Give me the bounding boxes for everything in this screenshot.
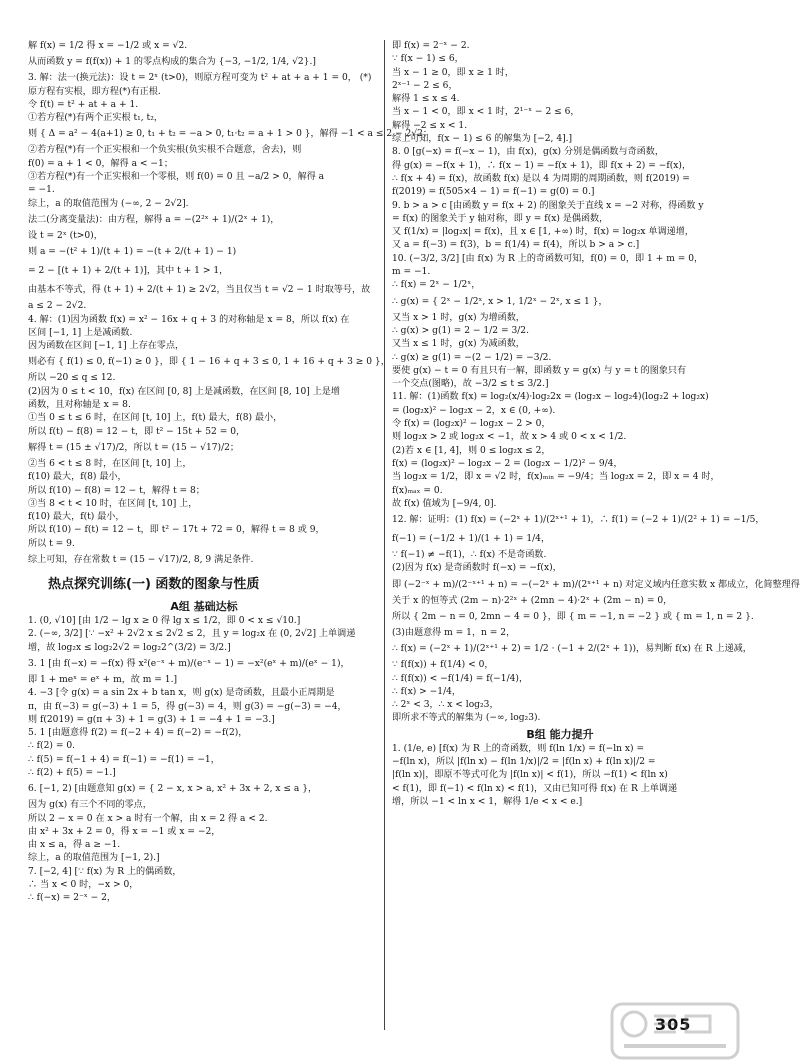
left-column-line: 所以 f(t) − f(8) = 12 − t，即 t² − 15t + 52 = 0， [28, 426, 246, 437]
left-column-line: 从而函数 y = f(f(x)) + 1 的零点构成的集合为 {−3, −1/2, 1/4, √2}.] [28, 57, 316, 68]
right-column-line: f(x) = (log₂x)² − log₂x − 2 = (log₂x − 1/2)² − 9/4， [392, 458, 623, 469]
right-column-line: 解得 1 ≤ x ≤ 4. [392, 94, 460, 105]
left-column-line: 5. 1 [由题意得 f(2) = f(−2 + 4) = f(−2) = −f(2)， [28, 728, 248, 739]
right-column-line: 当 x − 1 < 0，即 x < 1 时，2¹⁻ˣ − 2 ≤ 6， [392, 107, 580, 118]
right-column-line: ∴ g(x) = { 2ˣ − 1/2ˣ, x > 1, 1/2ˣ − 2ˣ, x ≤ 1 }， [392, 296, 608, 307]
left-column-line: 4. −3 [令 g(x) = a sin 2x + b tan x，则 g(x) 是奇函数，且最小正周期是 [28, 688, 335, 699]
right-column-line: 又当 x ≤ 1 时，g(x) 为减函数， [392, 339, 525, 350]
right-column-line: 8. 0 [g(−x) = f(−x − 1)，由 f(x)，g(x) 分别是偶函数与奇函数， [392, 147, 664, 158]
right-column-line: (3)由题意得 m = 1，n = 2， [392, 627, 516, 638]
right-column-line: 所以 { 2m − n = 0, 2mn − 4 = 0 }，即 { m = −1, n = −2 } 或 { m = 1, n = 2 }. [392, 611, 754, 622]
left-column-line: 则 { Δ = a² − 4(a+1) ≥ 0, t₁ + t₂ = −a > 0, t₁·t₂ = a + 1 > 0 }，解得 −1 < a ≤ 2 − 2√2； [28, 129, 432, 140]
right-column-line: ∴ f(x + 4) = f(x)，故函数 f(x) 是以 4 为周期的周期函数，则 f(2019) = [392, 173, 690, 184]
left-column-line: = −1. [28, 185, 55, 196]
right-column-line: 11. 解：(1)函数 f(x) = log₂(x/4)·log₂2x = (log₂x − log₂4)(log₂2 + log₂x) [392, 392, 709, 403]
right-column-line: ∴ 2ˣ < 3，∴ x < log₂3， [392, 700, 499, 711]
left-column-line: 函数，且对称轴是 x = 8. [28, 400, 131, 411]
left-column-line: 综上可知，存在常数 t = (15 − √17)/2, 8, 9 满足条件. [28, 555, 254, 566]
right-column [392, 40, 800, 1030]
right-column-line: 又 f(1/x) = |log₂x| = f(x)，且 x ∈ [1, +∞) 时，f(x) = log₂x 单调递增， [392, 227, 694, 238]
left-column-line: 由基本不等式，得 (t + 1) + 2/(t + 1) ≥ 2√2，当且仅当 t = √2 − 1 时取等号，故 [28, 285, 371, 296]
right-column-line: 即 (−2⁻ˣ + m)/(2⁻ˣ⁺¹ + n) = −(−2ˣ + m)/(2ˣ⁺¹ + n) 对定义域内任意实数 x 都成立，化简整理得 [392, 579, 800, 590]
right-column-line: 增，所以 −1 < ln x < 1，解得 1/e < x < e.] [392, 796, 583, 807]
left-column-line: ②当 6 < t ≤ 8 时，在区间 [t, 10] 上， [28, 458, 192, 469]
left-column-line: A组 基础达标 [170, 600, 238, 614]
right-column-line: ∴ g(x) ≥ g(1) = −(2 − 1/2) = −3/2. [392, 352, 552, 363]
right-column-line: 当 log₂x = 1/2，即 x = √2 时，f(x)ₘᵢₙ = −9/4；当 log₂x = 2，即 x = 4 时， [392, 472, 720, 483]
left-column-line: a ≤ 2 − 2√2. [28, 301, 87, 312]
left-column-line: 2. (−∞, 3/2] [∵ −x² + 2√2 x ≤ 2√2 ≤ 2，且 y = log₂x 在 (0, 2√2] 上单调递 [28, 629, 356, 640]
left-column-line: ①当 0 ≤ t ≤ 6 时，在区间 [t, 10] 上，f(t) 最大，f(8) 最小， [28, 413, 283, 424]
right-column-line: (2)因为 f(x) 是奇函数时 f(−x) = −f(x)， [392, 563, 562, 574]
left-column-line: π，由 f(−3) = g(−3) + 1 = 5，得 g(−3) = 4，则 g(3) = −g(−3) = −4， [28, 701, 347, 712]
left-column-line: 则 a = −(t² + 1)/(t + 1) = −(t + 2/(t + 1) − 1) [28, 247, 237, 258]
right-column-line: |f(ln x)|，即原不等式可化为 |f(ln x)| < f(1)，所以 −f(1) < f(ln x) [392, 770, 668, 781]
left-column-line: ∴ f(5) = f(−1 + 4) = f(−1) = −f(1) = −1， [28, 754, 220, 765]
left-column-line: 6. [−1, 2) [由题意知 g(x) = { 2 − x, x > a, x² + 3x + 2, x ≤ a }， [28, 784, 318, 795]
right-column-line: −f(ln x)，所以 |f(ln x) − f(ln 1/x)|/2 = |f(ln x) + f(ln x)|/2 = [392, 757, 656, 768]
right-column-line: ∴ g(x) > g(1) = 2 − 1/2 = 3/2. [392, 325, 529, 336]
right-column-line: 故 f(x) 值域为 [−9/4, 0]. [392, 498, 497, 509]
right-column-line: 12. 解：证明：(1) f(x) = (−2ˣ + 1)/(2ˣ⁺¹ + 1)，∴ f(1) = (−2 + 1)/(2² + 1) = −1/5， [392, 515, 765, 526]
left-column-line: ∴ f(−x) = 2⁻ˣ − 2， [28, 893, 117, 904]
right-column-line: ∵ f(x − 1) ≤ 6， [392, 54, 464, 65]
right-column-line: 即 f(x) = 2⁻ˣ − 2. [392, 41, 470, 51]
right-column-line: B组 能力提升 [526, 727, 594, 741]
left-column-line: ∴ f(2) = 0. [28, 741, 76, 752]
right-column-line: 令 f(x) = (log₂x)² − log₂x − 2 > 0， [392, 419, 551, 430]
right-column-line: 综上可知，f(x − 1) ≤ 6 的解集为 [−2, 4].] [392, 134, 573, 145]
left-column-line: 由 x² + 3x + 2 = 0，得 x = −1 或 x = −2， [28, 826, 221, 837]
left-column-line: ③若方程(*)有一个正实根和一个零根，则 f(0) = 0 且 −a/2 > 0，解得 a [28, 172, 325, 183]
right-column-line: f(2019) = f(505×4 − 1) = f(−1) = g(0) = 0.] [392, 187, 595, 198]
right-column-line: 当 x − 1 ≥ 0，即 x ≥ 1 时， [392, 67, 514, 78]
left-column-line: ①若方程(*)有两个正实根 t₁, t₂， [28, 113, 163, 124]
right-column-line: 即所求不等式的解集为 (−∞, log₂3). [392, 713, 541, 724]
left-column-line: 因为函数在区间 [−1, 1] 上存在零点， [28, 341, 185, 352]
right-column-line: ∵ f(−1) ≠ −f(1)，∴ f(x) 不是奇函数. [392, 550, 547, 561]
right-column-line: m = −1. [392, 267, 431, 278]
left-column-line: 4. 解：(1)因为函数 f(x) = x² − 16x + q + 3 的对称轴是 x = 8，所以 f(x) 在 [28, 314, 350, 325]
right-column-line: 则 log₂x > 2 或 log₂x < −1，故 x > 4 或 0 < x < 1/2. [392, 432, 627, 443]
right-column-line: = f(x) 的图象关于 y 轴对称，即 y = f(x) 是偶函数， [392, 213, 609, 224]
right-column-line: ∴ f(x) > −1/4， [392, 686, 462, 697]
left-column-line: 3. 1 [由 f(−x) = −f(x) 得 x²(e⁻ˣ + m)/(e⁻ˣ − 1) = −x²(eˣ + m)/(eˣ − 1)， [28, 658, 350, 669]
left-column-line: 因为 g(x) 有三个不同的零点， [28, 800, 152, 811]
right-column-line: 关于 x 的恒等式 (2m − n)·2²ˣ + (2mn − 4)·2ˣ + (2m − n) = 0， [392, 595, 673, 606]
left-column-line: 设 t = 2ˣ (t>0)， [28, 230, 103, 241]
left-column-line: 则必有 { f(1) ≤ 0, f(−1) ≥ 0 }，即 { 1 − 16 + q + 3 ≤ 0, 1 + 16 + q + 3 ≥ 0 }， [28, 357, 390, 368]
left-column-line: f(10) 最大，f(t) 最小， [28, 512, 125, 523]
left-column-line: ∴ f(2) + f(5) = −1.] [28, 767, 116, 778]
right-column-line: (2)若 x ∈ [1, 4]，则 0 ≤ log₂x ≤ 2， [392, 445, 551, 456]
right-column-line: ∴ f(x) = (−2ˣ + 1)/(2ˣ⁺¹ + 2) = 1/2 · (−1 + 2/(2ˣ + 1))，易判断 f(x) 在 R 上递减， [392, 644, 752, 655]
left-column-line: 3. 解：法一(换元法)：设 t = 2ˣ (t>0)，则原方程可变为 t² + at + a + 1 = 0， (*) [28, 73, 372, 84]
left-column-line: 则 f(2019) = g(π + 3) + 1 = g(3) + 1 = −4 + 1 = −3.] [28, 714, 275, 725]
left-column-line: 热点探究训练(一) 函数的图象与性质 [48, 577, 260, 593]
watermark-stamp-icon [610, 1002, 740, 1060]
left-column-line: 令 f(t) = t² + at + a + 1. [28, 99, 139, 110]
left-column-line: 所以 f(10) − f(t) = 12 − t，即 t² − 17t + 72 = 0，解得 t = 8 或 9， [28, 525, 325, 536]
left-column-line: ∴ 当 x < 0 时，−x > 0， [28, 880, 139, 891]
left-column-line: 法二(分离变量法)：由方程，解得 a = −(2²ˣ + 1)/(2ˣ + 1)， [28, 214, 280, 225]
right-column-line: 10. (−3/2, 3/2] [由 f(x) 为 R 上的奇函数可知，f(0) = 0，即 1 + m = 0， [392, 253, 704, 264]
right-column-line: 9. b > a > c [由函数 y = f(x + 2) 的图象关于直线 x = −2 对称，得函数 y [392, 200, 704, 211]
column-divider [384, 40, 385, 1030]
left-column-line: 所以 2 − x = 0 在 x > a 时有一个解，由 x = 2 得 a < 2. [28, 813, 268, 824]
right-column-line: f(x)ₘₐₓ = 0. [392, 485, 443, 496]
right-column-line: 2ˣ⁻¹ − 2 ≤ 6， [392, 80, 458, 91]
right-column-line: = (log₂x)² − log₂x − 2，x ∈ (0, +∞). [392, 405, 556, 416]
left-column-line: 综上，a 的取值范围为 (−∞, 2 − 2√2]. [28, 198, 189, 209]
left-column-line: 所以 t = 9. [28, 538, 75, 549]
left-column-line: ②若方程(*)有一个正实根和一个负实根(负实根不合题意，舍去)，则 [28, 145, 302, 156]
left-column-line: f(10) 最大，f(8) 最小， [28, 472, 127, 483]
right-column-line: f(−1) = (−1/2 + 1)/(1 + 1) = 1/4， [392, 534, 551, 545]
left-column-line: (2)因为 0 ≤ t < 10，f(x) 在区间 [0, 8] 上是减函数，在区间 [8, 10] 上是增 [28, 386, 340, 397]
left-column-line: 所以 f(10) − f(8) = 12 − t，解得 t = 8； [28, 485, 205, 496]
right-column-line: 又 a = f(−3) = f(3)，b = f(1/4) = f(4)，所以 b > a > c.] [392, 240, 640, 251]
right-column-line: 要使 g(x) − t = 0 有且只有一解，即函数 y = g(x) 与 y = t 的图象只有 [392, 365, 687, 376]
left-column-line: 1. (0, √10] [由 1/2 − lg x ≥ 0 得 lg x ≤ 1/2，即 0 < x ≤ √10.] [28, 616, 301, 627]
watermark-logo [610, 1002, 740, 1060]
left-column-line: 7. [−2, 4] [∵ f(x) 为 R 上的偶函数， [28, 866, 182, 877]
left-column-line: 即 1 + meˣ = eˣ + m，故 m = 1.] [28, 674, 178, 685]
right-column-line: 一个交点(图略)，故 −3/2 ≤ t ≤ 3/2.] [392, 379, 549, 390]
right-column-line: < f(1)，即 f(−1) < f(ln x) < f(1)，又由已知可得 f(x) 在 R 上单调递 [392, 783, 678, 794]
left-column-line: 区间 [−1, 1] 上是减函数. [28, 327, 133, 338]
right-column-line: 1. (1/e, e) [f(x) 为 R 上的奇函数，则 f(ln 1/x) = f(−ln x) = [392, 743, 645, 754]
left-column-line: 原方程有实根，即方程(*)有正根. [28, 86, 161, 97]
left-column-line: 综上，a 的取值范围为 [−1, 2).] [28, 853, 160, 864]
right-column-line: ∵ f(f(x)) + f(1/4) < 0， [392, 660, 494, 671]
left-column-line: 所以 −20 ≤ q ≤ 12. [28, 373, 116, 384]
left-column-line: 解得 t = (15 ± √17)/2，所以 t = (15 − √17)/2； [28, 442, 240, 453]
right-column-line: 解得 −2 ≤ x < 1. [392, 120, 468, 131]
page-number: 305 [655, 1015, 692, 1034]
left-column-line: = 2 − [(t + 1) + 2/(t + 1)]，其中 t + 1 > 1， [28, 266, 229, 277]
right-column-line: 又当 x > 1 时，g(x) 为增函数， [392, 312, 525, 323]
right-column-line: ∴ f(x) = 2ˣ − 1/2ˣ， [392, 280, 481, 291]
left-column-line: 由 x ≤ a，得 a ≥ −1. [28, 840, 121, 851]
left-column-line: 解 f(x) = 1/2 得 x = −1/2 或 x = √2. [28, 41, 188, 51]
right-column-line: 得 g(x) = −f(x + 1)，∴ f(x − 1) = −f(x + 1)，即 f(x + 2) = −f(x)， [392, 160, 692, 171]
left-column-line: f(0) = a + 1 < 0，解得 a < −1； [28, 158, 173, 169]
left-column-line: ③当 8 < t < 10 时，在区间 [t, 10] 上， [28, 498, 198, 509]
right-column-line: ∴ f(f(x)) < −f(1/4) = f(−1/4)， [392, 673, 529, 684]
left-column-line: 增，故 log₂x ≤ log₂2√2 = log₂2^(3/2) = 3/2.] [28, 642, 231, 653]
